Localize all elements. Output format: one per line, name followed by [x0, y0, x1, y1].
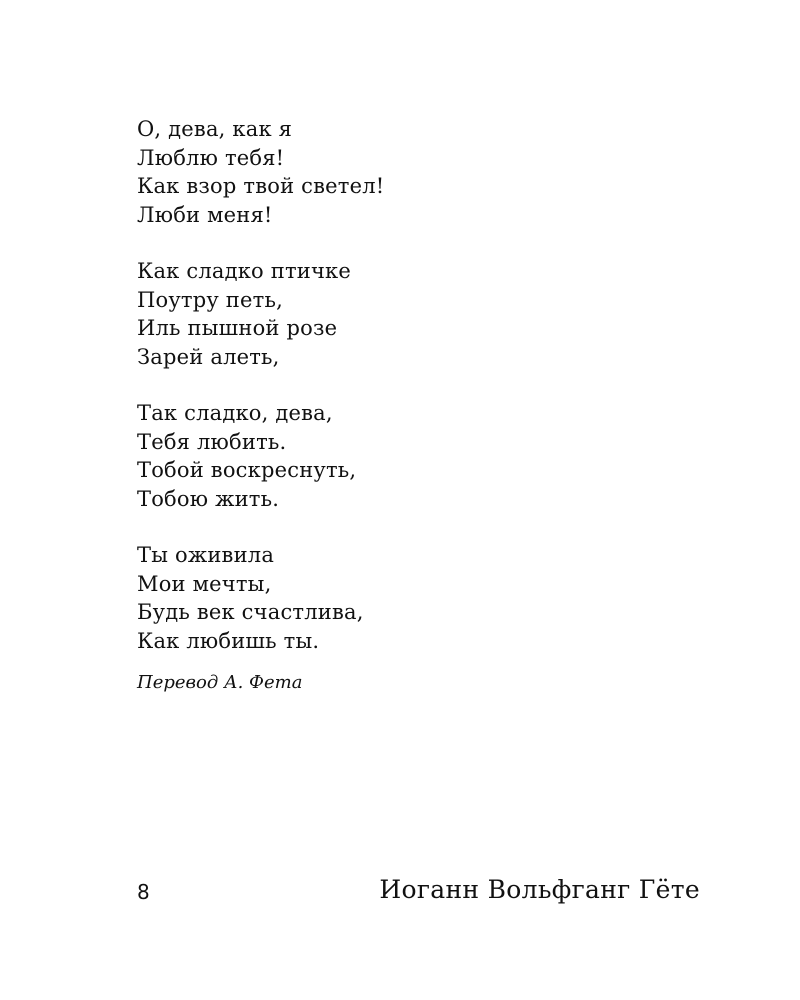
- poem-line: Зарей алеть,: [137, 344, 280, 369]
- poem-line: Иль пышной розе: [137, 316, 338, 340]
- page-footer: [137, 873, 700, 909]
- poem-line: Как любишь ты.: [137, 628, 320, 653]
- poem: [137, 115, 697, 696]
- poem-line: Тебя любить.: [137, 429, 287, 454]
- poem-line: Как взор твой светел!: [137, 174, 385, 198]
- poem-line: Тобой воскреснуть,: [137, 458, 357, 482]
- poem-line: Люблю тебя!: [137, 145, 285, 170]
- stanza-3: [137, 399, 697, 513]
- stanza-2: [137, 257, 697, 371]
- poem-line: Как сладко птичке: [137, 259, 352, 283]
- stanza-4: [137, 541, 697, 655]
- poem-line: Люби меня!: [137, 202, 273, 227]
- poem-line: Так сладко, дева,: [137, 401, 333, 425]
- poem-line: Будь век счастлива,: [137, 600, 364, 624]
- poem-line: Поутру петь,: [137, 287, 283, 312]
- stanza-1: [137, 115, 697, 229]
- poem-line: Тобою жить.: [137, 486, 280, 511]
- page-number: 8: [137, 880, 150, 904]
- translator-credit: Перевод А. Фета: [137, 672, 303, 693]
- poem-line: Мои мечты,: [137, 571, 272, 596]
- poem-line: Ты оживила: [137, 543, 275, 567]
- running-head-author: Иоганн Вольфганг Гёте: [379, 875, 700, 904]
- poem-line: О, дева, как я: [137, 117, 293, 141]
